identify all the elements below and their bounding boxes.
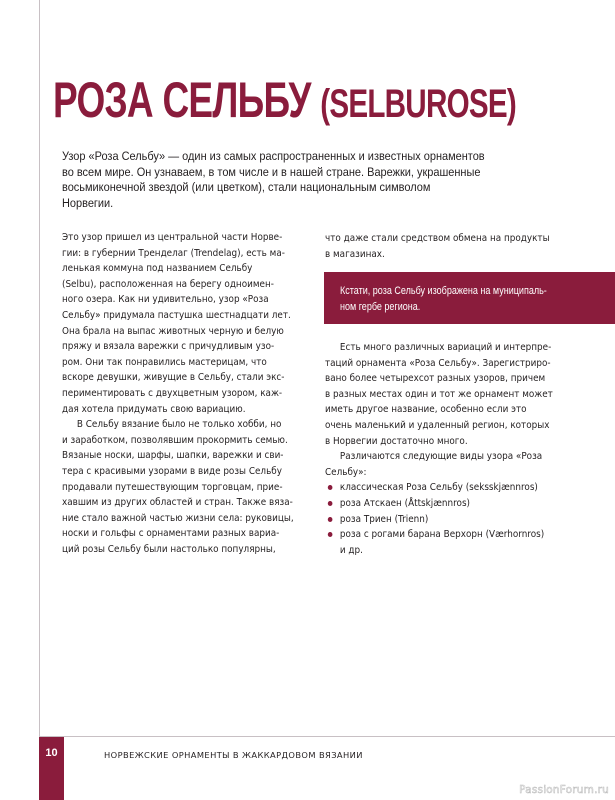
left-column xyxy=(62,230,313,557)
text-line: (Selbu), расположенная на берегу одноимен- xyxy=(62,278,274,290)
text-line: таций орнамента «Роза Сельбу». Зарегистриро- xyxy=(325,357,551,369)
lead-line: Узор «Роза Сельбу» — один из самых распространенных и известных орнаментов xyxy=(62,149,485,163)
title-main: РОЗА СЕЛЬБУ xyxy=(53,72,311,128)
text-line: ние стало важной частью жизни села: руковицы, xyxy=(62,512,294,524)
text-line: вскоре девушки, живущие в Сельбу, стали экс- xyxy=(62,372,285,384)
running-title: НОРВЕЖСКИЕ ОРНАМЕНТЫ В ЖАККАРДОВОМ ВЯЗАНИИ xyxy=(104,750,363,760)
text-line: иметь другое название, особенно если это xyxy=(325,404,527,416)
bullet-icon xyxy=(328,501,333,506)
text-line: ром. Они так понравились мастерицам, что xyxy=(62,356,267,368)
callout-line: Кстати, роза Сельбу изображена на муниципаль- xyxy=(340,285,547,297)
lead-line: во всем мире. Он узнаваем, в том числе и в нашей стране. Варежки, украшенные xyxy=(62,164,481,179)
right-column-continuation xyxy=(325,231,576,262)
list-ending: и др. xyxy=(339,544,363,556)
text-line: Есть много различных вариаций и интерпре- xyxy=(339,342,552,353)
paragraph-origin xyxy=(62,230,313,417)
title-sub: (SELBUROSE) xyxy=(320,82,516,126)
bullet-icon xyxy=(328,532,333,537)
text-line: хавшим из других областей и стран. Также вяза- xyxy=(62,497,293,509)
text-line: тера с красивыми узорами в виде розы Сельбу xyxy=(62,465,282,477)
text-line: Вязаные носки, шарфы, шапки, варежки и сви- xyxy=(62,450,284,462)
text-line: продавали путешествующим торговцам, прие- xyxy=(62,481,283,493)
paragraph-variations xyxy=(325,340,590,449)
list-item xyxy=(325,527,590,543)
text-line: ленькая коммуна под названием Сельбу xyxy=(62,263,253,275)
right-column xyxy=(325,340,590,558)
page-number: 10 xyxy=(45,747,58,759)
text-line: Это узор пришел из центральной части Норве- xyxy=(62,232,283,243)
bullet-icon xyxy=(328,485,333,490)
paragraph-trade xyxy=(62,417,313,557)
text-line: вано более четырехсот разных узоров, причем xyxy=(325,373,546,385)
list-item xyxy=(325,496,590,512)
margin-rule-vertical xyxy=(39,0,40,737)
text-line: пряжу и вязала варежки с причудливым узо- xyxy=(62,341,275,353)
text-line: Сельбу» придумала пастушка шестнадцати лет. xyxy=(62,309,291,321)
text-line: что даже стали средством обмена на продукты xyxy=(325,233,550,244)
callout-line: ном гербе региона. xyxy=(340,301,421,313)
text-line: и заработком, позволявшим прокормить семью. xyxy=(62,434,288,446)
text-line: дая хотела придумать свою вариацию. xyxy=(62,403,246,415)
paragraph-types xyxy=(325,449,590,480)
text-line: в магазинах. xyxy=(325,248,385,260)
callout-text xyxy=(340,283,586,315)
text-line: ного озера. Как ни удивительно, узор «Роза xyxy=(62,294,269,306)
text-line: Она брала на выпас животных черную и белую xyxy=(62,325,284,337)
page-title xyxy=(53,70,516,134)
text-line: носки и гольфы с орнаментами разных вариа- xyxy=(62,528,280,540)
text-line: в разных местах один и тот же орнамент может xyxy=(325,388,553,400)
list-item-text: классическая Роза Сельбу (seksskjænnros) xyxy=(339,482,538,494)
list-item-text: роза с рогами барана Верхорн (Værhornros) xyxy=(339,529,545,541)
text-line: гии: в губернии Тренделаг (Trendelag), есть ма- xyxy=(62,247,285,259)
callout-box xyxy=(324,272,615,324)
list-item xyxy=(325,480,590,496)
lead-line: Норвегии. xyxy=(62,195,114,210)
text-line: В Сельбу вязание было не только хобби, но xyxy=(76,419,282,431)
lead-line: восьмиконечной звездой (или цветком), стали национальным символом xyxy=(62,180,431,194)
text-line: Различаются следующие виды узора «Роза xyxy=(339,451,543,463)
text-line: Сельбу»: xyxy=(325,466,367,478)
lead-paragraph xyxy=(62,149,512,211)
list-item-text: роза Атскаен (Åttskjænnros) xyxy=(339,497,471,509)
list-item-text: роза Триен (Trienn) xyxy=(339,513,429,525)
text-line: ций розы Сельбу были настолько популярны, xyxy=(62,543,276,555)
watermark: PassionForum.ru xyxy=(519,784,609,796)
text-line: периментировать с двухцветным узором, каж- xyxy=(62,387,283,399)
text-line: очень маленький и удаленный регион, которых xyxy=(325,419,550,431)
variants-list xyxy=(325,480,590,542)
list-item xyxy=(325,512,590,528)
text-line: в Норвегии достаточно много. xyxy=(325,435,468,447)
footer-rule xyxy=(39,736,615,737)
bullet-icon xyxy=(328,517,333,522)
